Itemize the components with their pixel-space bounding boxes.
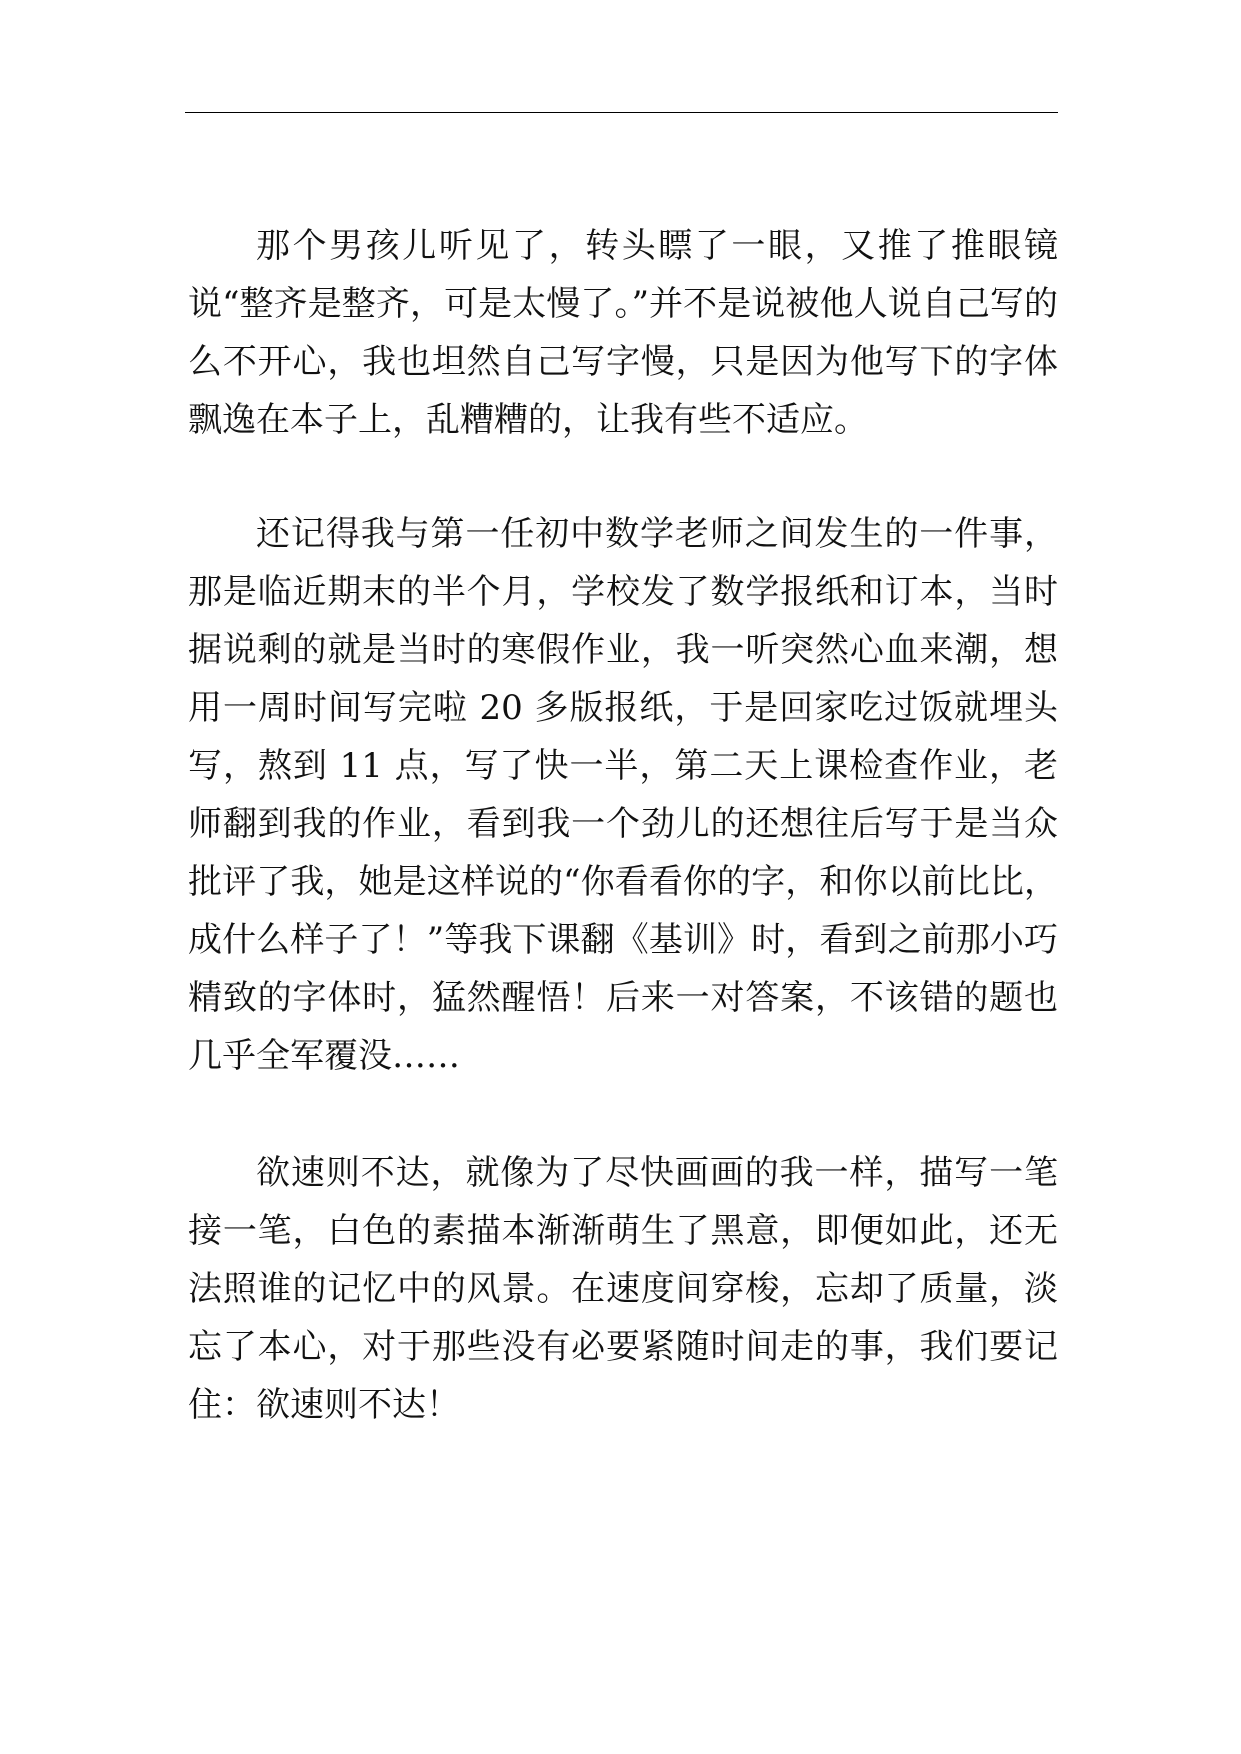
paragraph-2: 还记得我与第一任初中数学老师之间发生的一件事，那是临近期末的半个月，学校发了数学报纸和订本，当时据说剩的就是当时的寒假作业，我一听突然心血来潮，想用一周时间写完啦 20 多版报纸，于是回家吃过饭就埋头写，熬到 11 点，写了快一半，第二天上课检查作业，老师翻到我的作业，看到我一个劲儿的还想往后写于是当众批评了我，她是这样说的“你看看你的字，和你以前比比，成什么样子了！”等我下课翻《基训》时，看到之前那小巧精致的字体时，猛然醒悟！后来一对答案，不该错的题也几乎全军覆没…… (188, 514, 1058, 1076)
paragraph-3: 欲速则不达，就像为了尽快画画的我一样，描写一笔接一笔，白色的素描本渐渐萌生了黑意，即便如此，还无法照谁的记忆中的风景。在速度间穿梭，忘却了质量，淡忘了本心，对于那些没有必要紧随时间走的事，我们要记住：欲速则不达！ (188, 1153, 1058, 1425)
paragraph-1: 那个男孩儿听见了，转头瞟了一眼，又推了推眼镜说“整齐是整齐，可是太慢了。”并不是说被他人说自己写的么不开心，我也坦然自己写字慢，只是因为他写下的字体飘逸在本子上，乱糟糟的，让我有些不适应。 (188, 226, 1058, 440)
header-rule (185, 112, 1058, 113)
